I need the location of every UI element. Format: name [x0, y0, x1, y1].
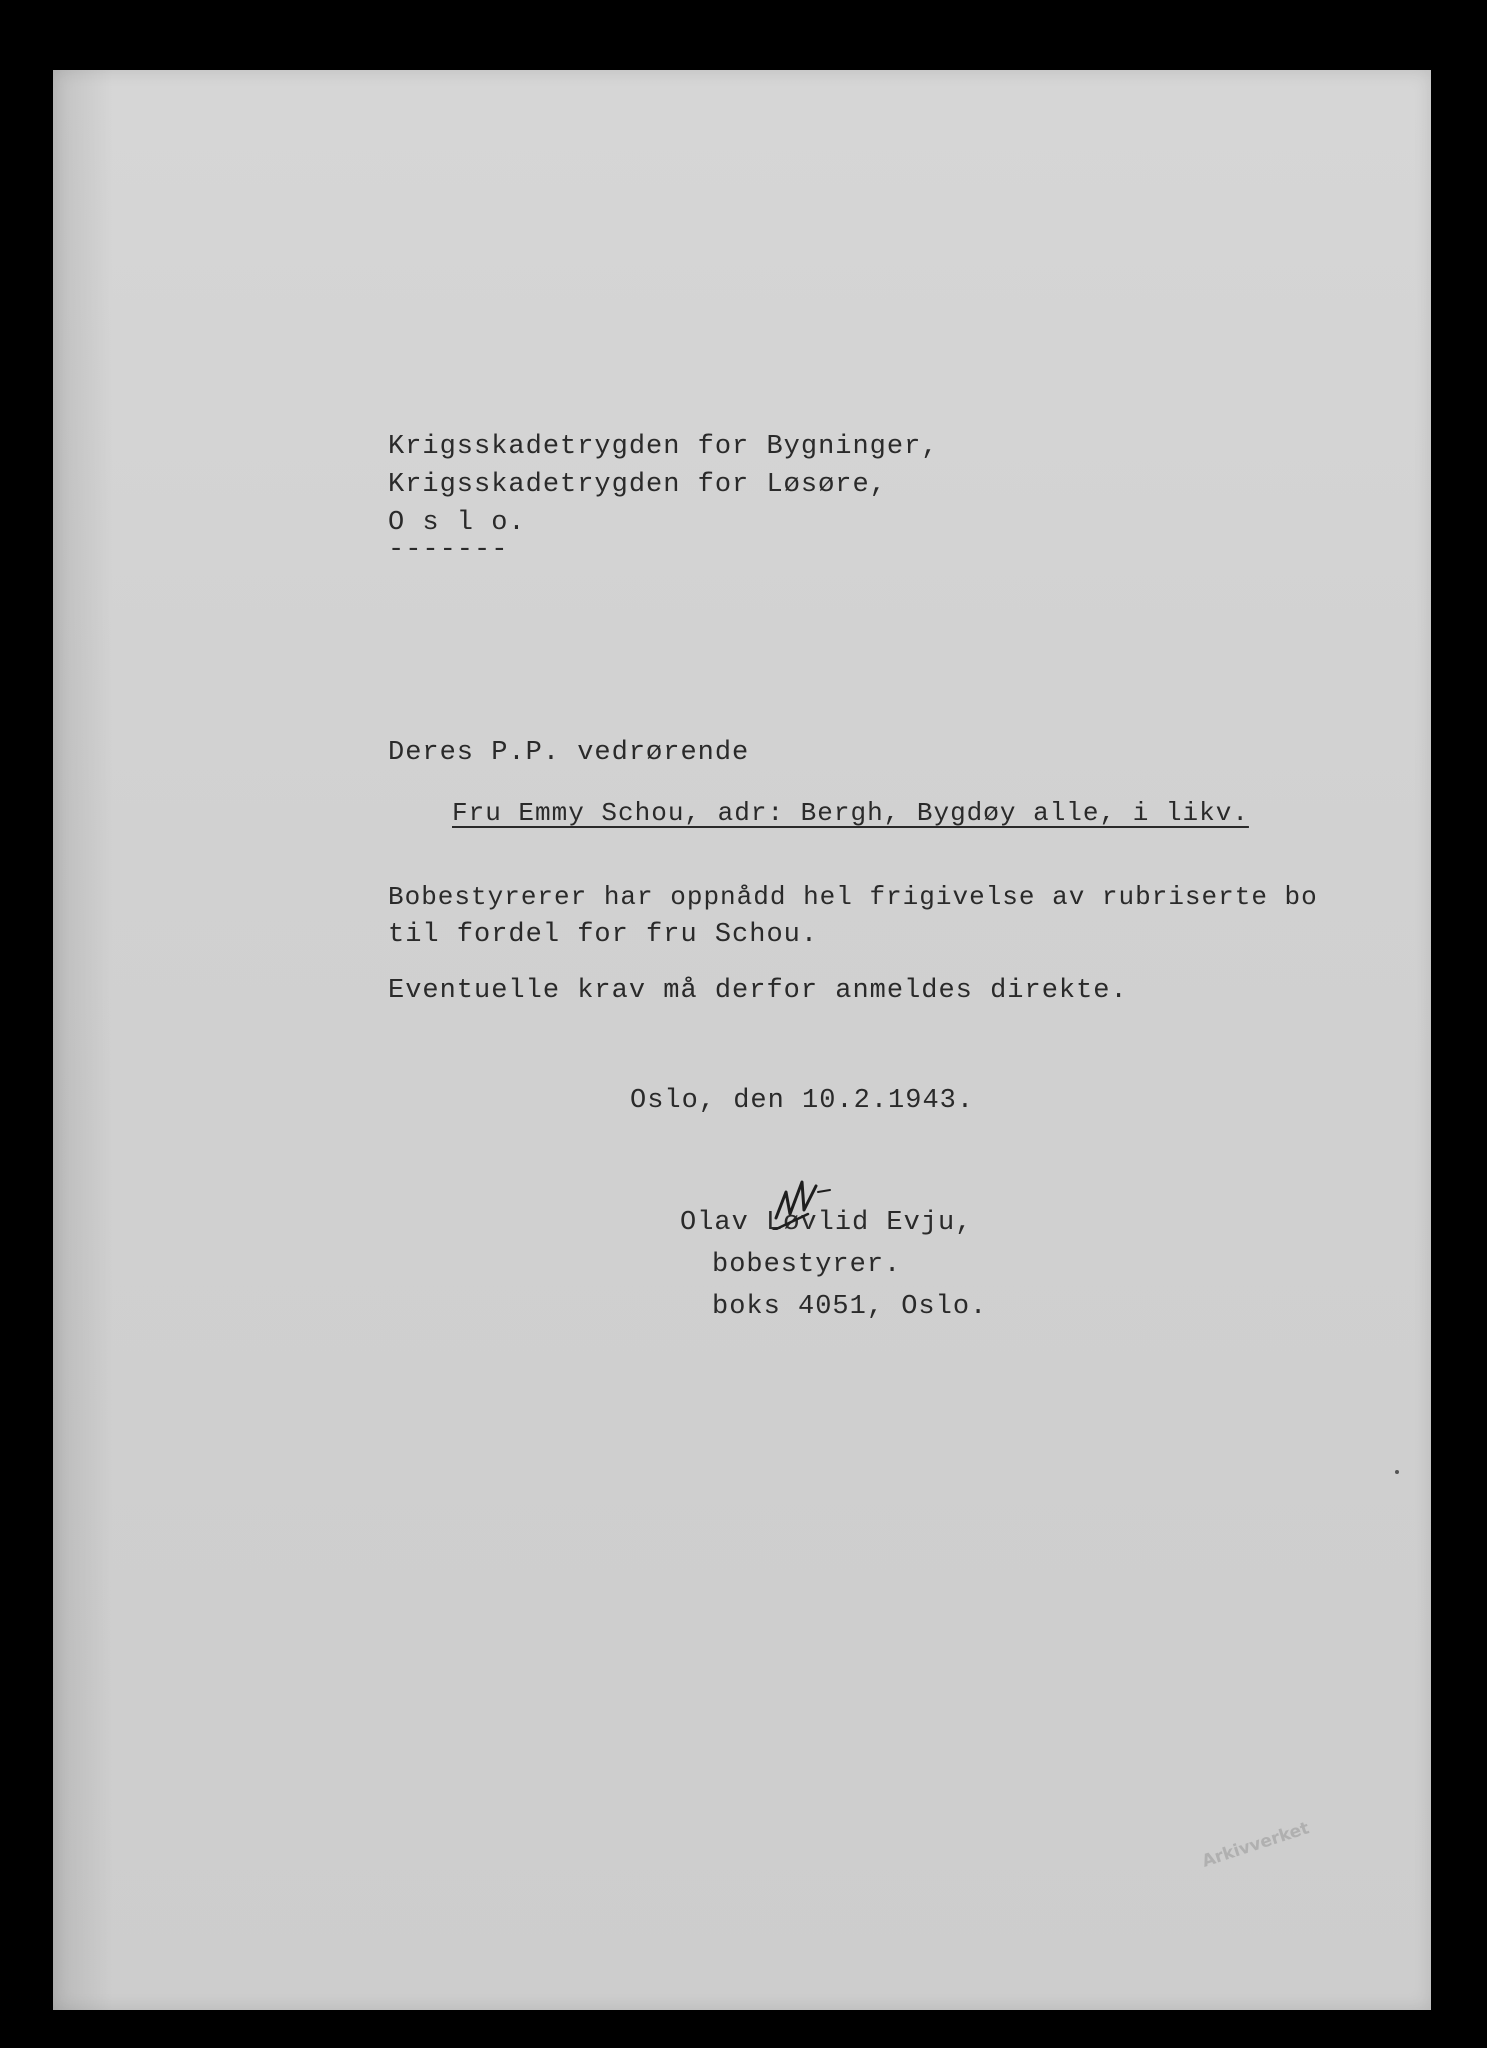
recipient-line-1: Krigsskadetrygden for Bygninger, — [388, 432, 939, 462]
handwritten-initials — [768, 1170, 858, 1230]
signatory-name: Olav Løvlid Evju, — [680, 1208, 973, 1238]
archive-stamp: Arkivverket — [1199, 1818, 1312, 1872]
signatory-address: boks 4051, Oslo. — [712, 1292, 988, 1322]
body-line-3: Eventuelle krav må derfor anmeldes direkte. — [388, 976, 1128, 1006]
recipient-city: O s l o. — [388, 508, 526, 538]
reference-line: Deres P.P. vedrørende — [388, 738, 750, 768]
body-line-2: til fordel for fru Schou. — [388, 920, 819, 950]
reference-subject: Fru Emmy Schou, adr: Bergh, Bygdøy alle, i likv. — [452, 798, 1249, 828]
body-line-1: Bobestyrerer har oppnådd hel frigivelse av rubriserte bo — [388, 882, 1318, 912]
signatory-title: bobestyrer. — [712, 1250, 902, 1280]
recipient-line-2: Krigsskadetrygden for Løsøre, — [388, 470, 887, 500]
paper-sheet — [53, 70, 1431, 2010]
recipient-rule: ------- — [388, 535, 509, 565]
scan-speck — [1395, 1470, 1399, 1474]
dateline: Oslo, den 10.2.1943. — [630, 1086, 975, 1116]
